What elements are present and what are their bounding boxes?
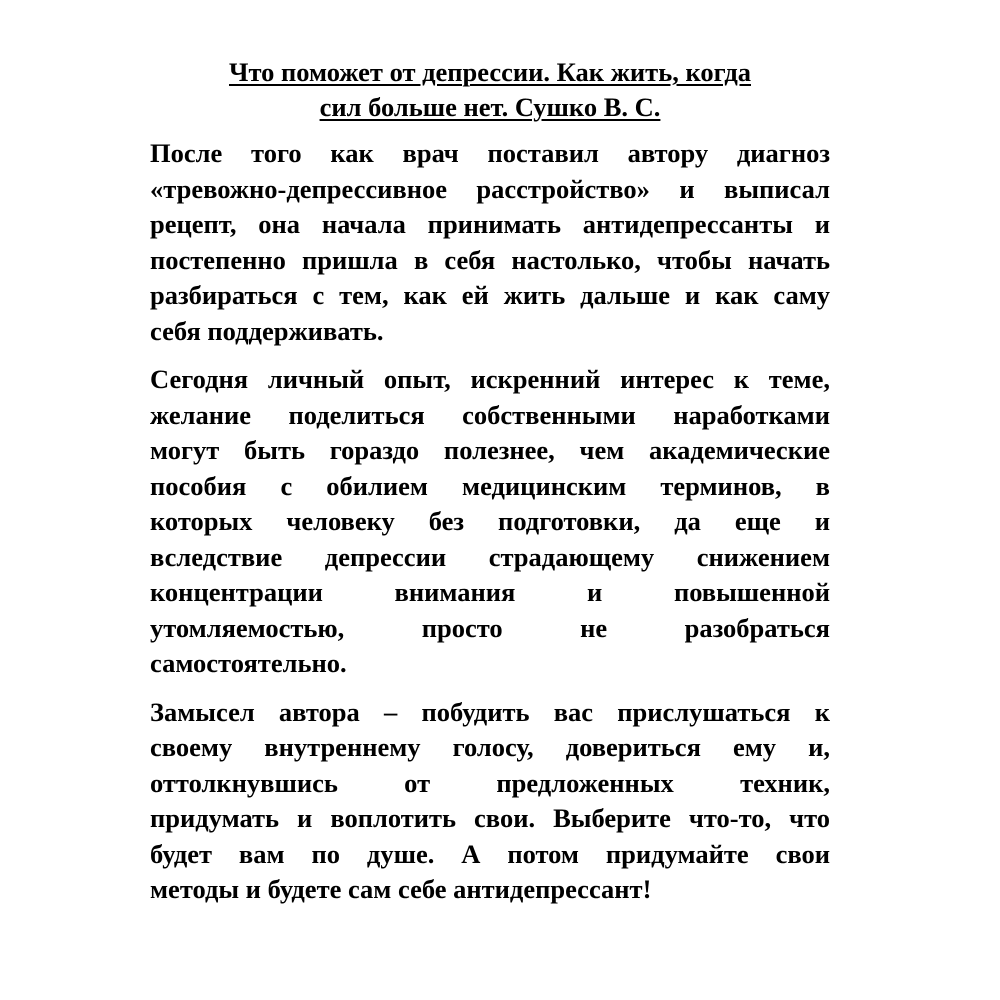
text-line: своему внутреннему голосу, довериться ему и, [150, 732, 830, 762]
text-line: постепенно пришла в себя настолько, чтобы начать [150, 244, 830, 275]
text-line: «тревожно-депрессивное расстройство» и выписал [150, 173, 830, 204]
text-line: методы и будете сам себе антидепрессант! [150, 874, 652, 904]
text-line: могут быть гораздо полезнее, чем академические [150, 435, 830, 465]
text-line: После того как врач поставил автору диагноз [150, 138, 830, 168]
document-title [150, 55, 830, 125]
paragraph-2 [150, 362, 830, 682]
text-line: концентрации внимания и повышенной [150, 577, 830, 607]
text-line: самостоятельно. [150, 648, 347, 678]
text-line: вследствие депрессии страдающему снижением [150, 541, 830, 572]
text-line: разбираться с тем, как ей жить дальше и как саму [150, 280, 830, 310]
text-line: Сегодня личный опыт, искренний интерес к теме, [150, 364, 830, 394]
text-line: себя поддерживать. [150, 315, 384, 346]
text-line: рецепт, она начала принимать антидепрессанты и [150, 209, 830, 239]
text-line: утомляемостью, просто не разобраться [150, 612, 830, 643]
text-line: придумать и воплотить свои. Выберите что-то, что [150, 803, 830, 833]
document-page [150, 55, 830, 921]
text-line: оттолкнувшись от предложенных техник, [150, 767, 830, 798]
text-line: которых человеку без подготовки, да еще и [150, 506, 830, 536]
paragraph-1 [150, 136, 830, 349]
paragraph-3 [150, 695, 830, 908]
title-line: Что поможет от депрессии. Как жить, когда [229, 57, 751, 87]
text-line: будет вам по душе. А потом придумайте свои [150, 838, 830, 869]
title-line: сил больше нет. Сушко В. С. [319, 92, 661, 122]
text-line: пособия с обилием медицинским терминов, в [150, 470, 830, 501]
text-line: желание поделиться собственными наработками [150, 399, 830, 430]
text-line: Замысел автора – побудить вас прислушаться к [150, 696, 830, 727]
